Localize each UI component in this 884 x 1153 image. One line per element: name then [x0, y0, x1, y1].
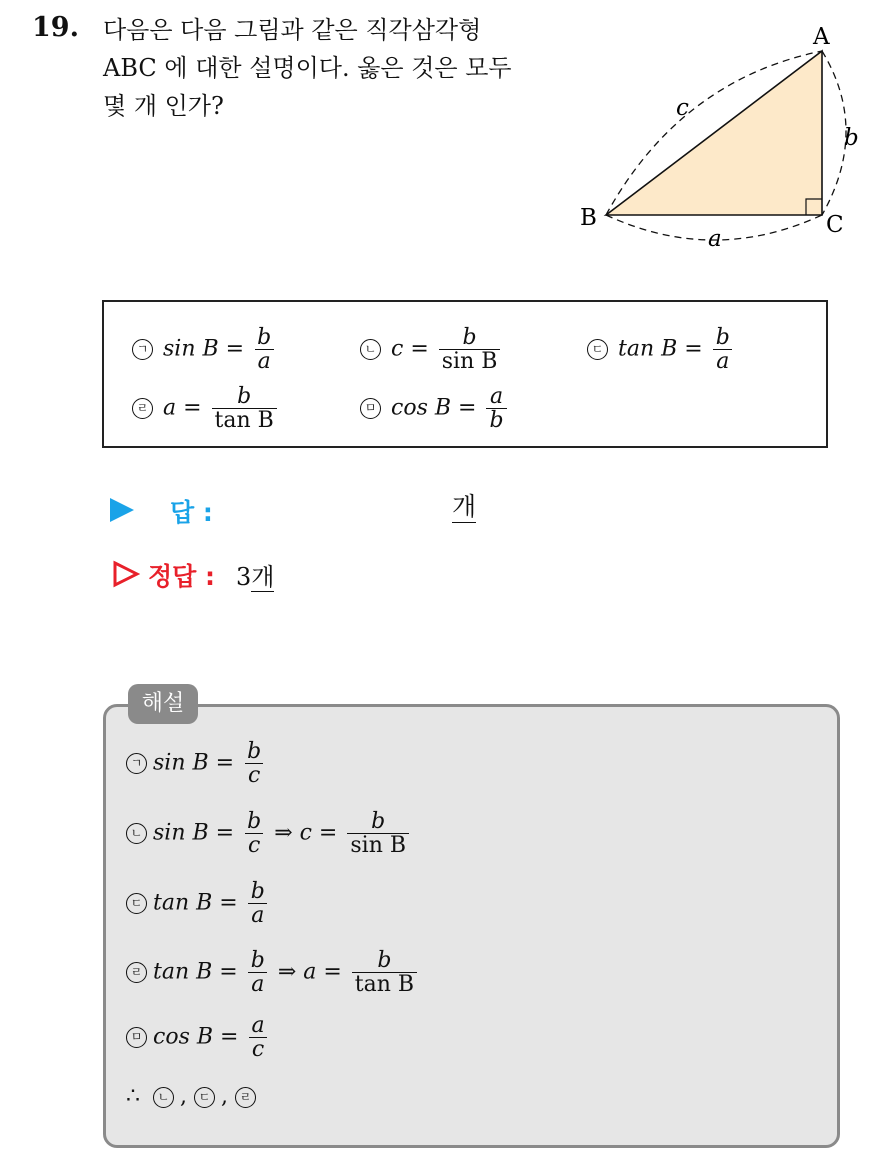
solution-line-2: [126, 810, 412, 857]
option-3-mark: ㄷ: [587, 339, 608, 360]
conclusion-mark-1: ㄴ: [153, 1087, 174, 1108]
correct-unit: 개: [251, 563, 275, 591]
option-3: [587, 326, 736, 373]
right-triangle-figure: [570, 20, 870, 260]
option-4-num: b: [237, 384, 252, 409]
solution-4-num: b: [250, 948, 265, 973]
question-line-2: ABC 에 대한 설명이다. 옳은 것은 모두: [103, 54, 512, 82]
option-5-den: b: [486, 408, 506, 432]
option-4-mark: ㄹ: [132, 398, 153, 419]
option-3-den: a: [713, 349, 732, 373]
solution-1-mark: ㄱ: [126, 753, 147, 774]
solution-3-lhs: tan B =: [153, 890, 238, 916]
solution-2-mark: ㄴ: [126, 823, 147, 844]
side-b-label: b: [844, 125, 859, 151]
option-2-mark: ㄴ: [360, 339, 381, 360]
question-line-1: 다음은 다음 그림과 같은 직각삼각형: [103, 16, 482, 44]
solution-2-num2: b: [371, 809, 386, 834]
solution-2-lhs: sin B =: [153, 820, 235, 846]
vertex-b-label: B: [580, 205, 597, 231]
vertex-a-label: A: [813, 24, 830, 50]
solution-4-lhs: tan B =: [153, 959, 238, 985]
question-line-3: 몇 개 인가?: [103, 92, 224, 120]
answer-blank-unit[interactable]: 개: [452, 492, 477, 521]
conclusion-sep-2: ,: [221, 1084, 228, 1109]
solution-1-lhs: sin B =: [153, 750, 235, 776]
option-2-lhs: c =: [391, 336, 429, 362]
solution-5-lhs: cos B =: [153, 1024, 239, 1050]
option-2-num: b: [462, 325, 477, 350]
option-1-num: b: [257, 325, 272, 350]
question-number: 19.: [32, 12, 79, 43]
correct-number: 3: [236, 563, 252, 591]
option-5-mark: ㅁ: [360, 398, 381, 419]
side-b-arc: [822, 51, 846, 215]
option-5: [360, 385, 510, 432]
solution-4-mid: ⇒ a =: [277, 959, 342, 985]
triangle-abc: [606, 51, 822, 215]
conclusion-mark-3: ㄹ: [235, 1087, 256, 1108]
conclusion-mark-2: ㄷ: [194, 1087, 215, 1108]
solution-2-den2: sin B: [347, 833, 409, 857]
solution-1-num: b: [247, 739, 262, 764]
option-5-num: a: [489, 384, 504, 409]
solution-2-den: c: [245, 833, 263, 857]
option-4-den: tan B: [212, 408, 277, 432]
solution-4-den2: tan B: [352, 972, 417, 996]
correct-label: 정답 :: [148, 562, 216, 591]
option-3-lhs: tan B =: [618, 336, 703, 362]
option-5-lhs: cos B =: [391, 395, 477, 421]
solution-line-4: [126, 949, 420, 996]
answer-arrow-icon: [110, 498, 134, 522]
solution-4-mark: ㄹ: [126, 962, 147, 983]
correct-value: [236, 557, 274, 592]
option-1-mark: ㄱ: [132, 339, 153, 360]
solution-conclusion: [126, 1084, 262, 1109]
solution-3-num: b: [250, 879, 265, 904]
option-4-lhs: a =: [163, 395, 202, 421]
solution-3-den: a: [248, 903, 267, 927]
solution-2-num: b: [247, 809, 262, 834]
option-4: [132, 385, 280, 432]
side-a-label: a: [708, 226, 722, 252]
solution-4-num2: b: [377, 948, 392, 973]
conclusion-sep-1: ,: [180, 1084, 187, 1109]
solution-5-mark: ㅁ: [126, 1027, 147, 1048]
option-1-den: a: [255, 349, 274, 373]
option-1-lhs: sin B =: [163, 336, 245, 362]
option-2-den: sin B: [439, 349, 501, 373]
correct-arrow-icon: [112, 560, 140, 588]
solution-line-3: [126, 880, 271, 927]
vertex-c-label: C: [826, 212, 844, 238]
option-1: [132, 326, 277, 373]
option-3-num: b: [715, 325, 730, 350]
solution-4-den: a: [248, 972, 267, 996]
solution-line-1: [126, 740, 267, 787]
solution-tab: 해설: [128, 684, 198, 724]
solution-5-den: c: [249, 1037, 267, 1061]
solution-3-mark: ㄷ: [126, 893, 147, 914]
solution-2-mid: ⇒ c =: [274, 820, 338, 846]
side-c-label: c: [676, 95, 689, 121]
therefore-symbol: ∴: [126, 1084, 140, 1109]
solution-5-num: a: [251, 1013, 265, 1038]
answer-label: 답 :: [170, 498, 213, 527]
solution-1-den: c: [245, 763, 263, 787]
option-2: [360, 326, 503, 373]
solution-line-5: [126, 1014, 271, 1061]
